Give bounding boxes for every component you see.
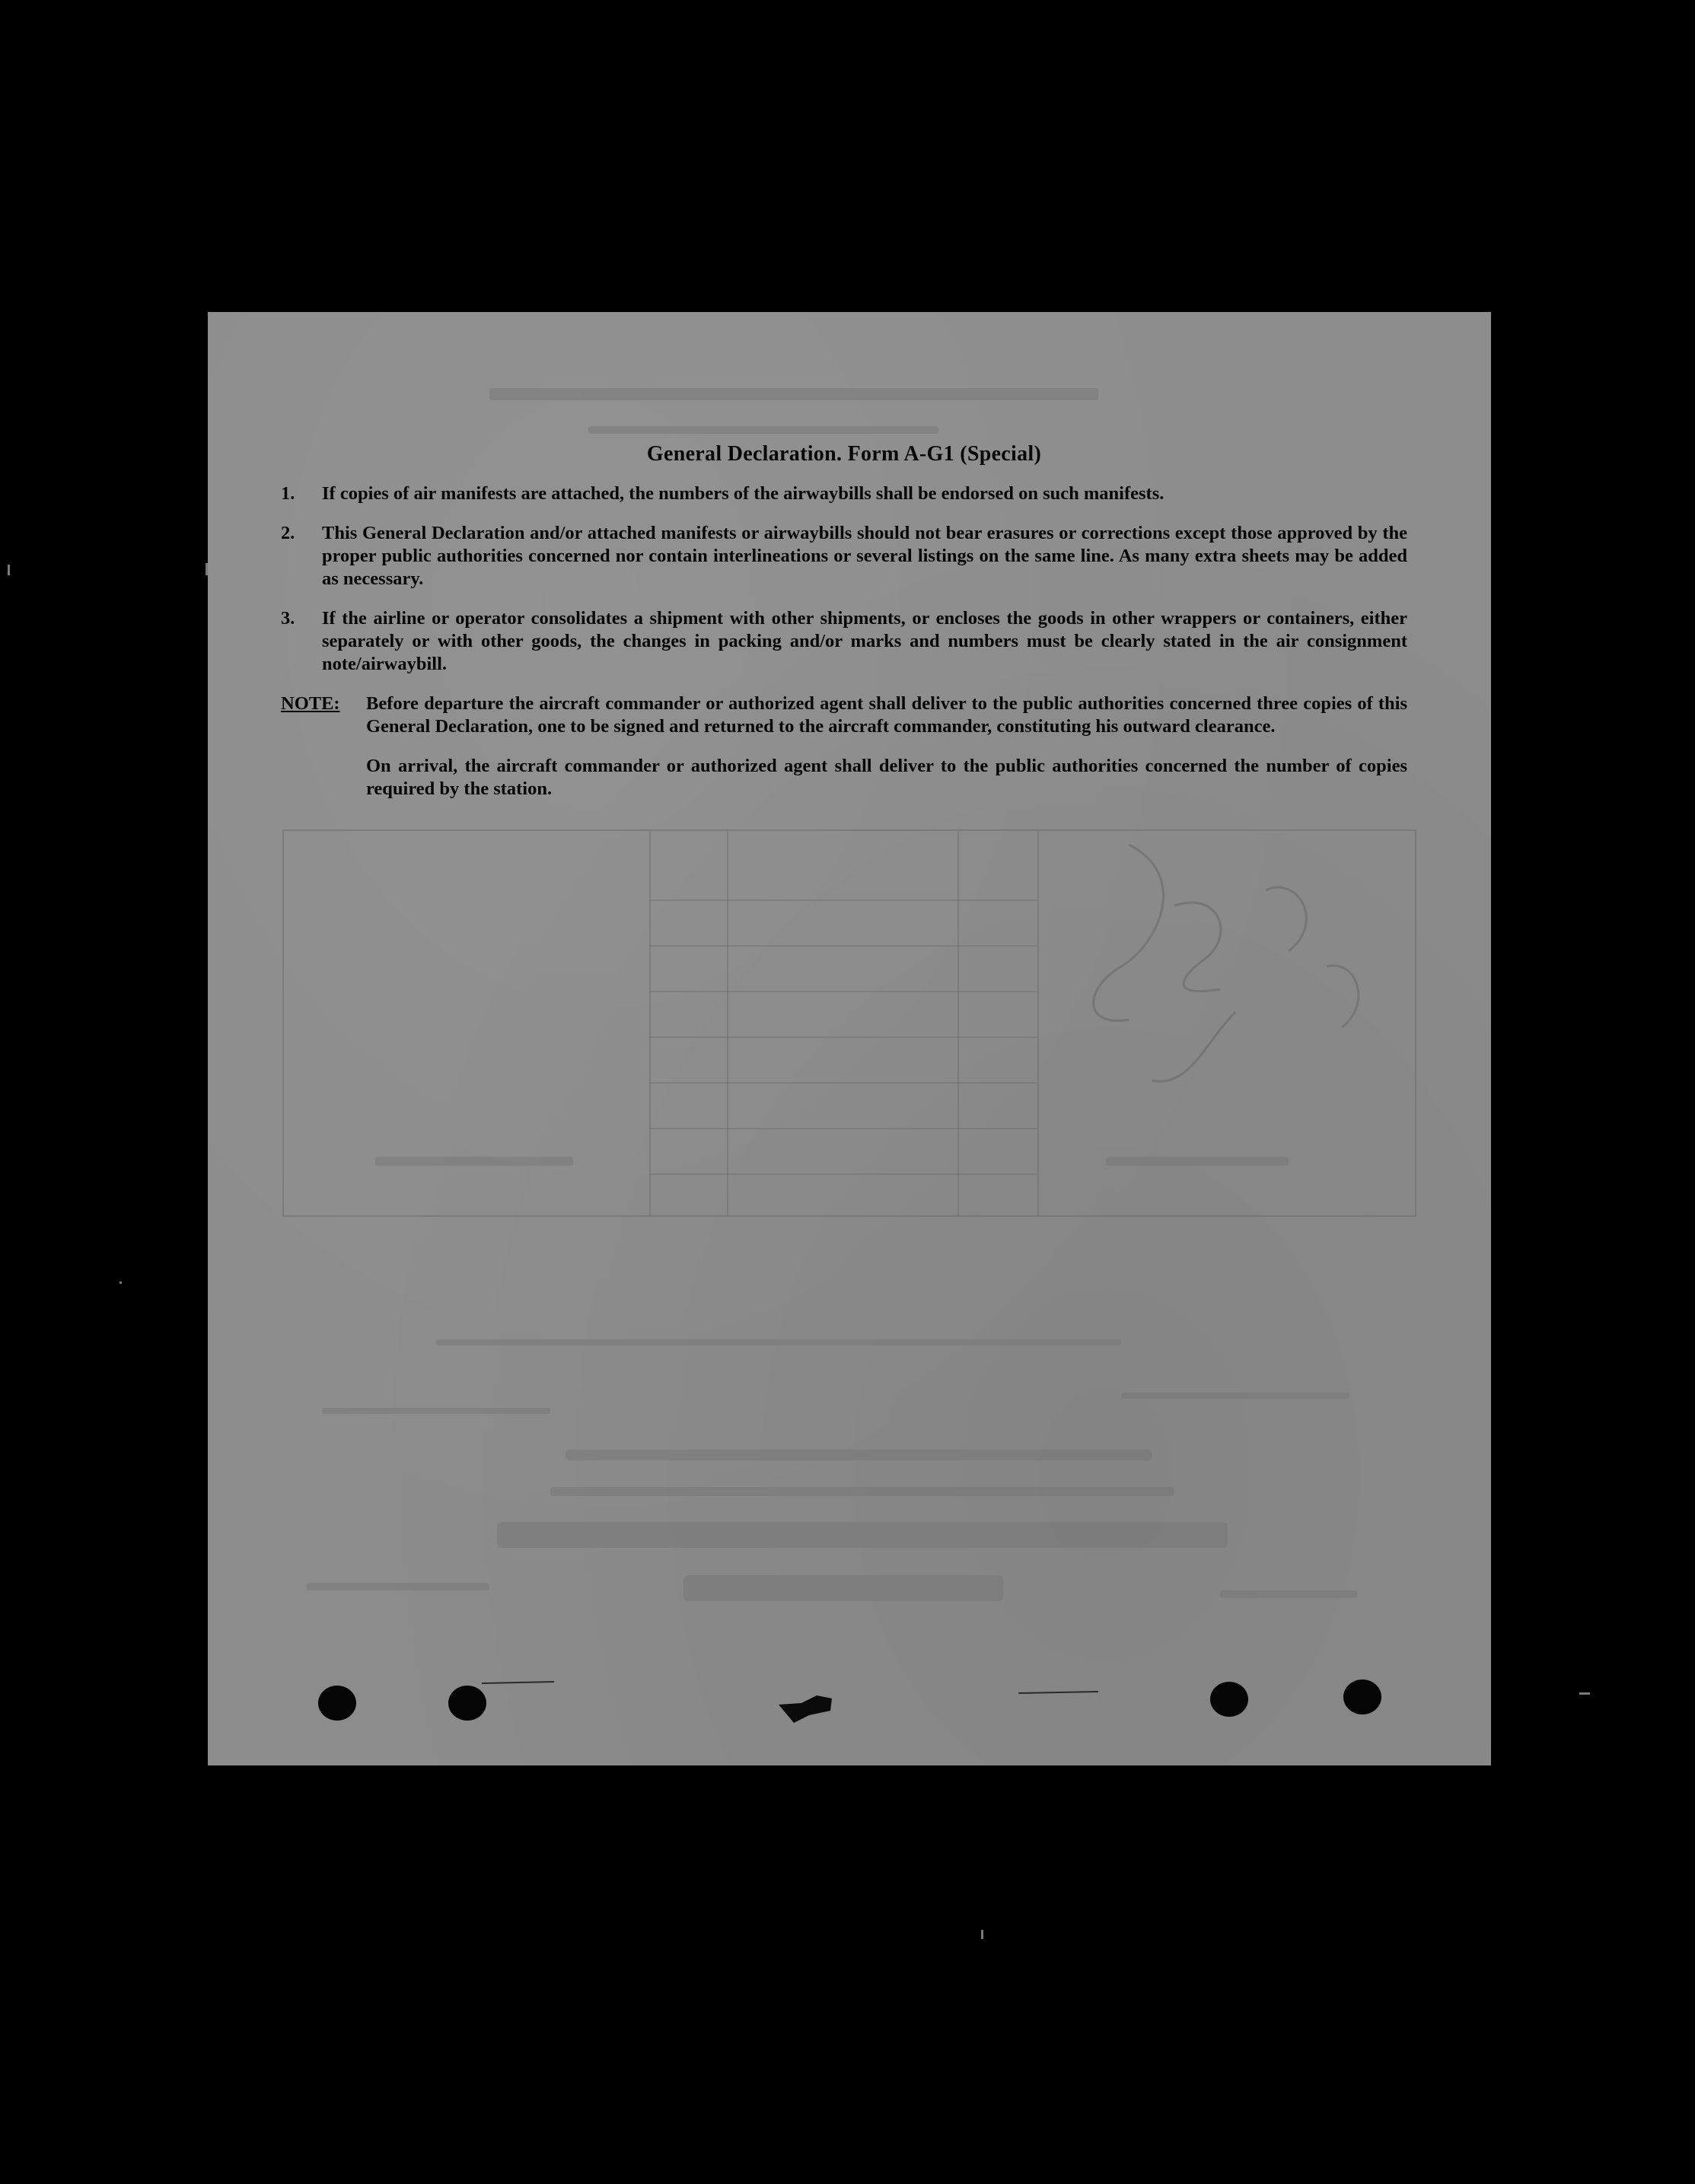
punch-hole bbox=[318, 1686, 356, 1721]
scan-speck bbox=[1579, 1692, 1590, 1695]
item-number: 1. bbox=[281, 483, 295, 504]
document-sheet bbox=[208, 312, 1491, 1765]
form-title: General Declaration. Form A-G1 (Special) bbox=[646, 442, 1042, 466]
item-number: 3. bbox=[281, 608, 295, 629]
instruction-item bbox=[281, 482, 1407, 505]
pencil-line bbox=[478, 1674, 569, 1689]
item-number: 2. bbox=[281, 523, 295, 543]
scan-speck bbox=[981, 1930, 983, 1939]
bleed-through-handwriting bbox=[1037, 829, 1433, 1149]
scan-speck bbox=[119, 1281, 122, 1284]
instructions-block bbox=[281, 443, 1407, 817]
tear-mark bbox=[771, 1689, 862, 1727]
note-paragraph: On arrival, the aircraft commander or authorized agent shall deliver to the public authorities concerned the number of copies required by the station. bbox=[366, 756, 1407, 799]
punch-hole bbox=[1343, 1679, 1381, 1714]
scan-speck bbox=[8, 565, 10, 575]
instruction-item bbox=[281, 522, 1407, 591]
punch-hole bbox=[448, 1686, 486, 1721]
note-paragraph: Before departure the aircraft commander or authorized agent shall deliver to the public authorities concerned three copies of this General Declaration, one to be signed and returned to the aircraft commander, constituting his outward clearance. bbox=[366, 693, 1407, 737]
item-text: This General Declaration and/or attached manifests or airwaybills should not bear erasures or corrections except those approved by the proper public authorities concerned nor contain interlineations or several listings on the same line. As many extra sheets may be added as necessary. bbox=[322, 523, 1407, 589]
note-section bbox=[281, 692, 1407, 817]
instruction-item bbox=[281, 607, 1407, 676]
note-paragraphs bbox=[366, 692, 1407, 817]
note-label: NOTE: bbox=[281, 693, 340, 714]
item-text: If copies of air manifests are attached, the numbers of the airwaybills shall be endorsed on such manifests. bbox=[322, 483, 1165, 504]
pencil-line bbox=[1015, 1686, 1106, 1701]
punch-hole bbox=[1210, 1682, 1248, 1717]
item-text: If the airline or operator consolidates a shipment with other shipments, or encloses the goods in other wrappers or containers, either separately or with other goods, the changes in packing and/or marks and numbers must be clearly stated in the air consignment note/airwaybill. bbox=[322, 608, 1407, 674]
